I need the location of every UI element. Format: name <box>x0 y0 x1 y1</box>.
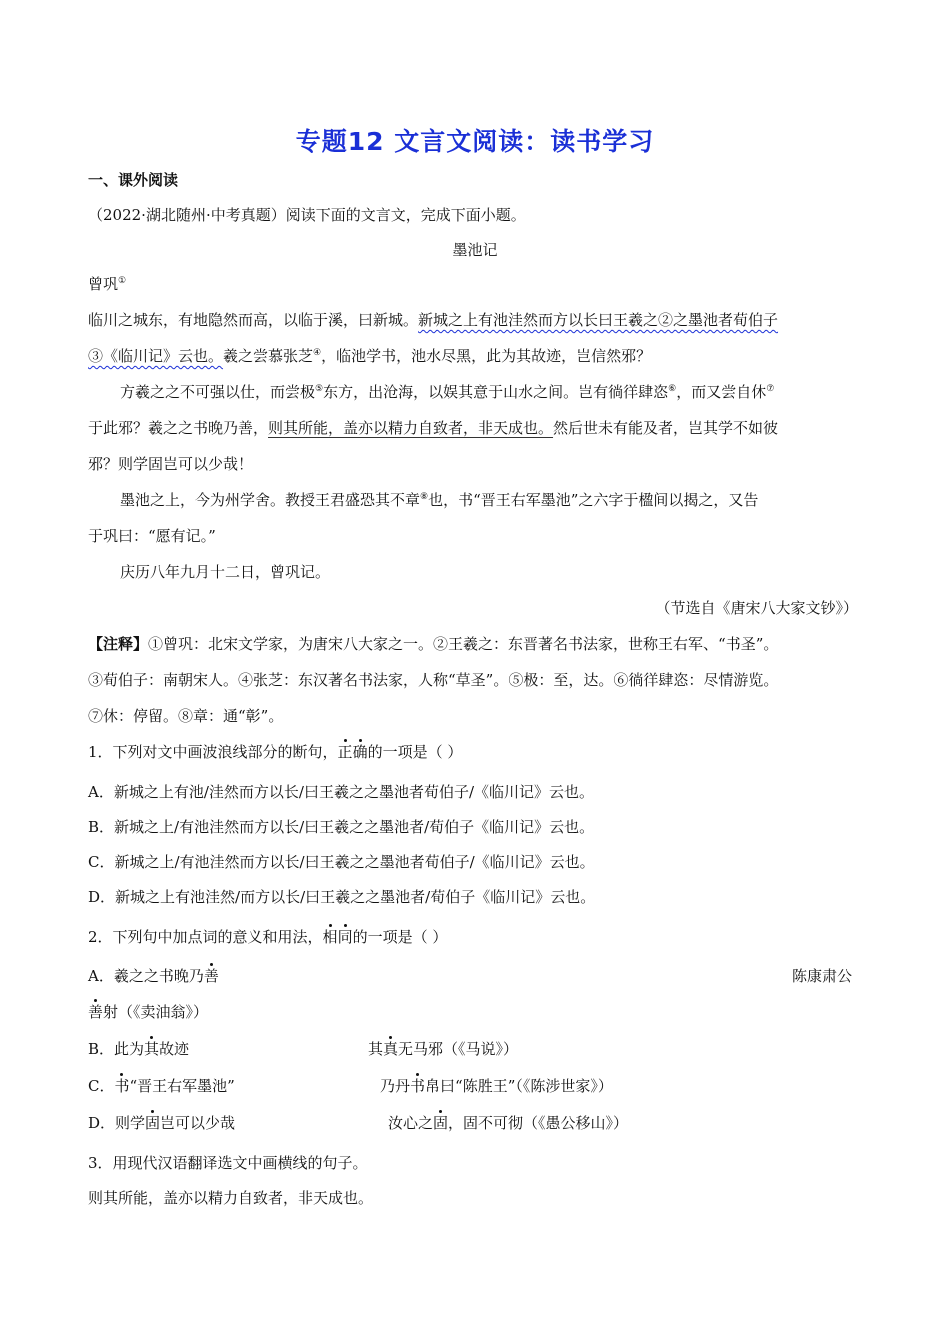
question-1-option-c[interactable]: C．新城之上/有池洼然而方以长/曰王羲之之墨池者荀伯子/《临川记》云也。 <box>88 853 595 871</box>
emphasis-dot-char: 正 <box>337 743 353 761</box>
passage-para2-line1: 方羲之之不可强以仕，而尝极⑤东方，出沧海，以娱其意于山水之间。岂有徜徉肆恣⑥，而又尝自休⑦ <box>120 383 775 401</box>
page-title: 专题12 文言文阅读：读书学习 <box>295 127 655 156</box>
question-2-option-c-right: 乃丹书帛曰“陈胜王”（《陈涉世家》） <box>380 1077 613 1095</box>
question-3-sentence: 则其所能，盖亦以精力自致者，非天成也。 <box>88 1189 374 1207</box>
passage-para1-line1: 临川之城东，有地隐然而高，以临于溪，曰新城。新城之上有池洼然而方以长曰王羲之②之墨池者荀伯子 <box>88 311 779 329</box>
notes-line3: ⑦休：停留。⑧章：通“彰”。 <box>88 707 284 725</box>
source-line: （2022·湖北随州·中考真题）阅读下面的文言文，完成下面小题。 <box>88 206 526 224</box>
passage-title: 墨池记 <box>452 241 498 259</box>
question-2-option-d[interactable]: D．则学固岂可以少哉 <box>88 1114 236 1132</box>
question-1-option-b[interactable]: B．新城之上/有池洼然而方以长/曰王羲之之墨池者/荀伯子《临川记》云也。 <box>88 818 595 836</box>
question-2: 2．下列句中加点词的意义和用法，相同的一项是（ ） <box>88 928 448 946</box>
notes-line2: ③荀伯子：南朝宋人。④张芝：东汉著名书法家，人称“草圣”。⑤极：至，达。⑥徜徉肆恣：尽情游览。 <box>88 671 779 689</box>
passage-para2-line3: 邪？则学固岂可以少哉！ <box>88 455 254 473</box>
passage-para3-line1: 墨池之上，今为州学舍。教授王君盛恐其不章⑧也，书“晋王右军墨池”之六字于楹间以揭之，又告 <box>120 491 759 509</box>
passage-para1-line2: ③《临川记》云也。羲之尝慕张芝④，临池学书，池水尽黑，此为其故迹，岂信然邪？ <box>88 347 652 365</box>
passage-para4: 庆历八年九月十二日，曾巩记。 <box>120 563 331 581</box>
emphasis-dot-char: 善 <box>203 967 219 985</box>
wavy-underlined-text: ③《临川记》云也。 <box>88 347 224 365</box>
question-2-option-b[interactable]: B．此为其故迹 <box>88 1040 190 1058</box>
question-2-option-c[interactable]: C．书“晋王右军墨池” <box>88 1077 235 1095</box>
question-1-option-d[interactable]: D．新城之上有池洼然/而方以长/曰王羲之之墨池者/荀伯子《临川记》云也。 <box>88 888 596 906</box>
underlined-sentence: 则其所能，盖亦以精力自致者，非天成也。 <box>268 419 554 437</box>
section-heading: 一、课外阅读 <box>88 171 179 189</box>
passage-para2-line2: 于此邪？羲之之书晚乃善，则其所能，盖亦以精力自致者，非天成也。然后世未有能及者，岂其学不如彼 <box>88 419 779 437</box>
passage-para3-line2: 于巩曰：“愿有记。” <box>88 527 216 545</box>
question-1-option-a[interactable]: A．新城之上有池/洼然而方以长/曰王羲之之墨池者荀伯子/《临川记》云也。 <box>88 783 594 801</box>
question-2-option-b-right: 其真无马邪（《马说》） <box>368 1040 519 1058</box>
passage-source: （节选自《唐宋八大家文钞》） <box>655 599 858 617</box>
passage-author: 曾巩① <box>88 275 127 293</box>
emphasis-dot-char: 书 <box>114 1077 130 1095</box>
emphasis-dot-char: 确 <box>352 743 368 761</box>
emphasis-dot-char: 书 <box>410 1077 426 1095</box>
emphasis-dot-char: 善 <box>88 1003 104 1021</box>
question-2-option-a-right: 陈康肃公 <box>791 967 852 985</box>
question-1: 1．下列对文中画波浪线部分的断句，正确的一项是（ ） <box>88 743 463 761</box>
question-2-option-a-cont: 善射（《卖油翁》） <box>88 1003 209 1021</box>
question-2-option-a[interactable]: A．羲之之书晚乃善 <box>88 967 219 985</box>
notes-line1: 【注释】①曾巩：北宋文学家，为唐宋八大家之一。②王羲之：东晋著名书法家，世称王右军、“书圣”。 <box>88 635 779 653</box>
emphasis-dot-char: 固 <box>433 1114 449 1132</box>
question-2-option-d-right: 汝心之固，固不可彻（《愚公移山》） <box>388 1114 629 1132</box>
emphasis-dot-char: 真 <box>383 1040 399 1058</box>
emphasis-dot-char: 其 <box>144 1040 160 1058</box>
emphasis-dot-char: 相 <box>322 928 338 946</box>
emphasis-dot-char: 固 <box>145 1114 161 1132</box>
wavy-underlined-text: 新城之上有池洼然而方以长曰王羲之②之墨池者荀伯子 <box>418 311 779 329</box>
emphasis-dot-char: 同 <box>337 928 353 946</box>
question-3: 3．用现代汉语翻译选文中画横线的句子。 <box>88 1154 368 1172</box>
